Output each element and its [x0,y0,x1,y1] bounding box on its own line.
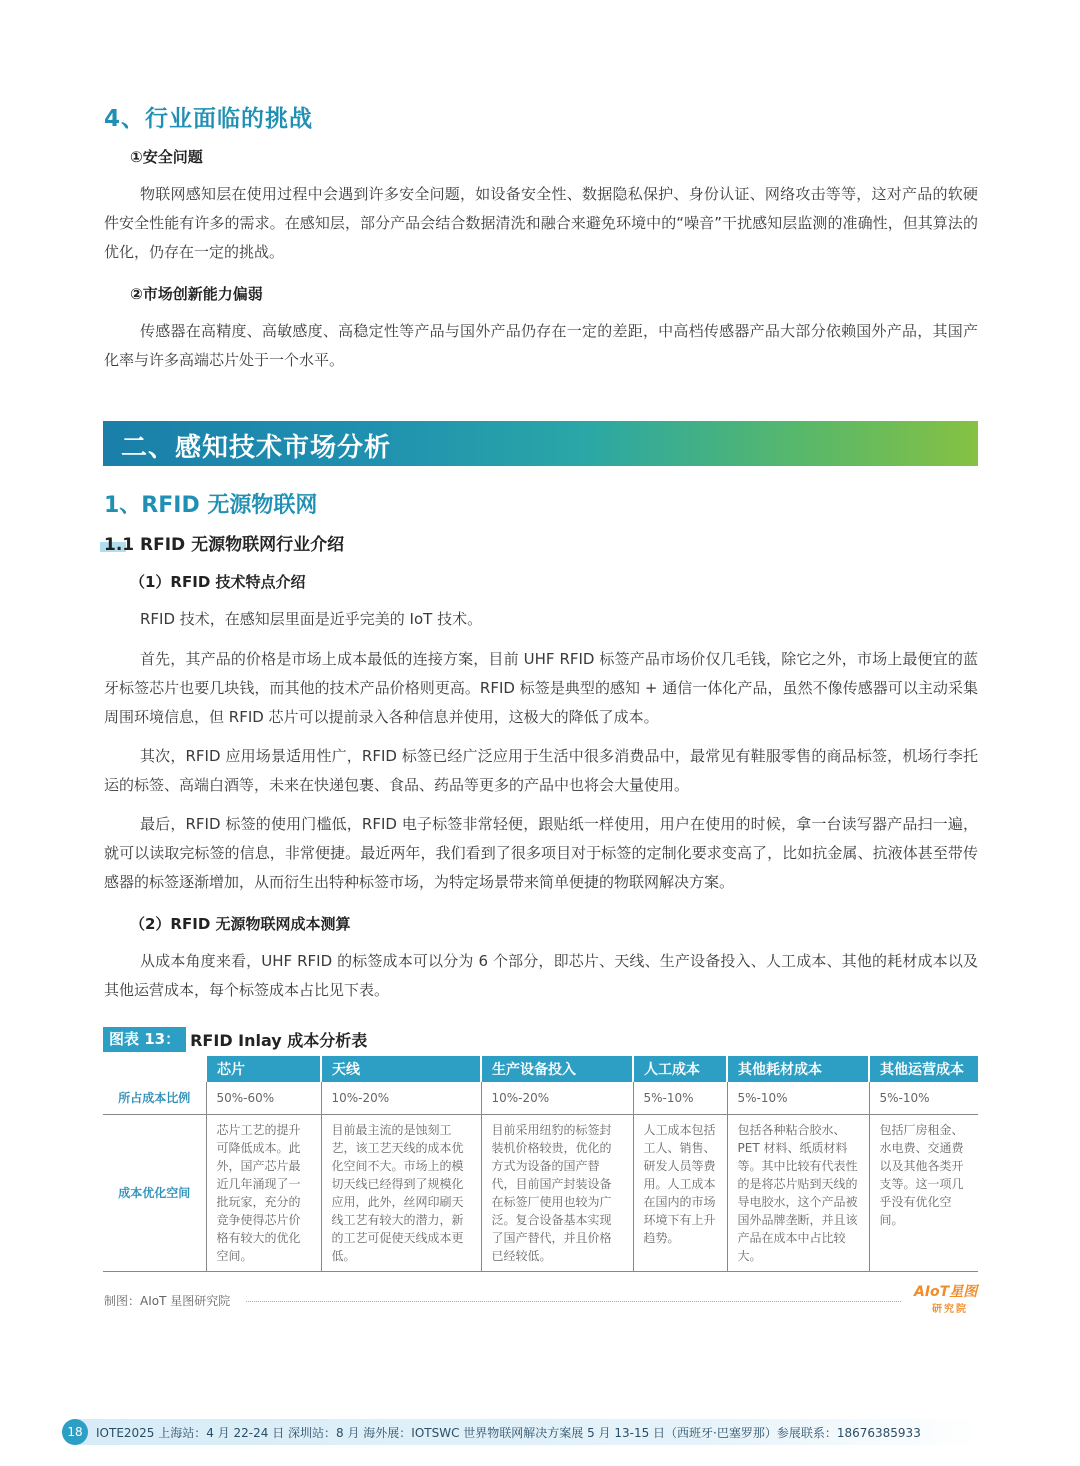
table-header-cell: 人工成本 [633,1056,727,1082]
table-cell: 10%-20% [321,1082,481,1115]
table-cell: 50%-60% [206,1082,321,1115]
banner-title: 二、感知技术市场分析 [121,433,392,463]
table-cell: 人工成本包括工人、销售、研发人员等费用。人工成本在国内的市场环境下有上升趋势。 [633,1115,727,1272]
table-header-cell: 天线 [321,1056,481,1082]
table-cell: 包括各种粘合胶水、PET 材料、纸质材料等。其中比较有代表性的是将芯片贴到天线的导电胶水，这个产品被国外品牌垄断，并且该产品在成本中占比较大。 [727,1115,869,1272]
table-cell: 5%-10% [869,1082,978,1115]
table-row [103,1082,978,1115]
figure-title: RFID Inlay 成本分析表 [190,1031,368,1050]
paragraph-innovation: 传感器在高精度、高敏感度、高稳定性等产品与国外产品仍存在一定的差距，中高档传感器产品大部分依赖国外产品，其国产化率与许多高端芯片处于一个水平。 [104,322,978,369]
table-header-cell: 其他耗材成本 [727,1056,869,1082]
table-row [103,1115,978,1272]
table-cell: 5%-10% [727,1082,869,1115]
figure-tag: 图表 13： [103,1027,186,1052]
rfid-title: 1、RFID 无源物联网 [104,493,318,518]
row-label: 所占成本比例 [103,1082,206,1115]
logo-main-text: AIoT星图 [914,1284,978,1300]
aiot-logo [908,1281,982,1315]
paragraph-security: 物联网感知层在使用过程中会遇到许多安全问题，如设备安全性、数据隐私保护、身份认证、网络攻击等等，这对产品的软硬件安全性能有许多的需求。在感知层，部分产品会结合数据清洗和融合来避免环境中的“噪音”干扰感知层监测的准确性，但其算法的优化，仍存在一定的挑战。 [104,185,978,261]
table-cell: 包括厂房租金、水电费、交通费以及其他各类开支等。这一项几乎没有优化空间。 [869,1115,978,1272]
paragraph-rfid-threshold: 最后，RFID 标签的使用门槛低，RFID 电子标签非常轻便，跟贴纸一样使用，用户在使用的时候，拿一台读写器产品扫一遍，就可以读取完标签的信息，非常便捷。最近两年，我们看到了很多项目对于标签的定制化要求变高了，比如抗金属、抗液体甚至带传感器的标签逐渐增加，从而衍生出特种标签市场，为特定场景带来简单便捷的物联网解决方案。 [104,815,978,891]
subheading-innovation: ②市场创新能力偏弱 [130,285,263,303]
paragraph-rfid-price: 首先，其产品的价格是市场上成本最低的连接方案，目前 UHF RFID 标签产品市场价仅几毛钱，除它之外，市场上最便宜的蓝牙标签芯片也要几块钱，而其他的技术产品价格则更高。RFID 标签是典型的感知 + 通信一体化产品，虽然不像传感器可以主动采集周围环境信息，但 RFID 芯片可以提前录入各种信息并使用，这极大的降低了成本。 [104,650,978,726]
table-header-cell: 生产设备投入 [481,1056,633,1082]
heading-tech-features: （1）RFID 技术特点介绍 [130,573,306,591]
section-banner [103,421,978,466]
cost-table [103,1056,978,1272]
table-cell: 5%-10% [633,1082,727,1115]
paragraph-rfid-intro: RFID 技术，在感知层里面是近乎完美的 IoT 技术。 [140,610,483,628]
table-header-cell: 其他运营成本 [869,1056,978,1082]
source-divider [246,1301,901,1302]
figure-label [103,1027,367,1052]
figure-source: 制图：AIoT 星图研究院 [104,1294,231,1308]
page-number: 18 [62,1419,88,1445]
footer-text: IOTE2025 上海站：4 月 22-24 日 深圳站：8 月 海外展：IOTSWC 世界物联网解决方案展 5 月 13-15 日（西班牙·巴塞罗那）参展联系：18676385933 [96,1426,921,1440]
table-cell: 目前最主流的是蚀刻工艺，该工艺天线的成本优化空间不大。市场上的模切天线已经得到了规模化应用，此外，丝网印刷天线工艺有较大的潜力，新的工艺可促使天线成本更低。 [321,1115,481,1272]
page-footer [62,1419,980,1445]
rfid-subsection-title: 1.1 RFID 无源物联网行业介绍 [104,530,344,555]
table-header-cell [103,1056,206,1082]
section-4-title: 4、行业面临的挑战 [104,106,314,132]
logo-sub-text: 研究院 [932,1304,968,1315]
table-cell: 芯片工艺的提升可降低成本。此外，国产芯片最近几年涌现了一批玩家，充分的竞争使得芯片价格有较大的优化空间。 [206,1115,321,1272]
paragraph-rfid-scenarios: 其次，RFID 应用场景适用性广，RFID 标签已经广泛应用于生活中很多消费品中，最常见有鞋服零售的商品标签，机场行李托运的标签、高端白酒等，未来在快递包裹、食品、药品等更多的产品中也将会大量使用。 [104,747,978,794]
table-cell: 10%-20% [481,1082,633,1115]
row-label: 成本优化空间 [103,1115,206,1272]
subheading-security: ①安全问题 [130,148,203,166]
heading-cost-estimate: （2）RFID 无源物联网成本测算 [130,915,351,933]
table-header-row [103,1056,978,1082]
table-cell: 目前采用纽豹的标签封装机价格较贵，优化的方式为设备的国产替代，目前国产封装设备在标签厂使用也较为广泛。复合设备基本实现了国产替代，并且价格已经较低。 [481,1115,633,1272]
paragraph-cost-intro: 从成本角度来看，UHF RFID 的标签成本可以分为 6 个部分，即芯片、天线、生产设备投入、人工成本、其他的耗材成本以及其他运营成本，每个标签成本占比见下表。 [104,952,978,999]
table-header-cell: 芯片 [206,1056,321,1082]
